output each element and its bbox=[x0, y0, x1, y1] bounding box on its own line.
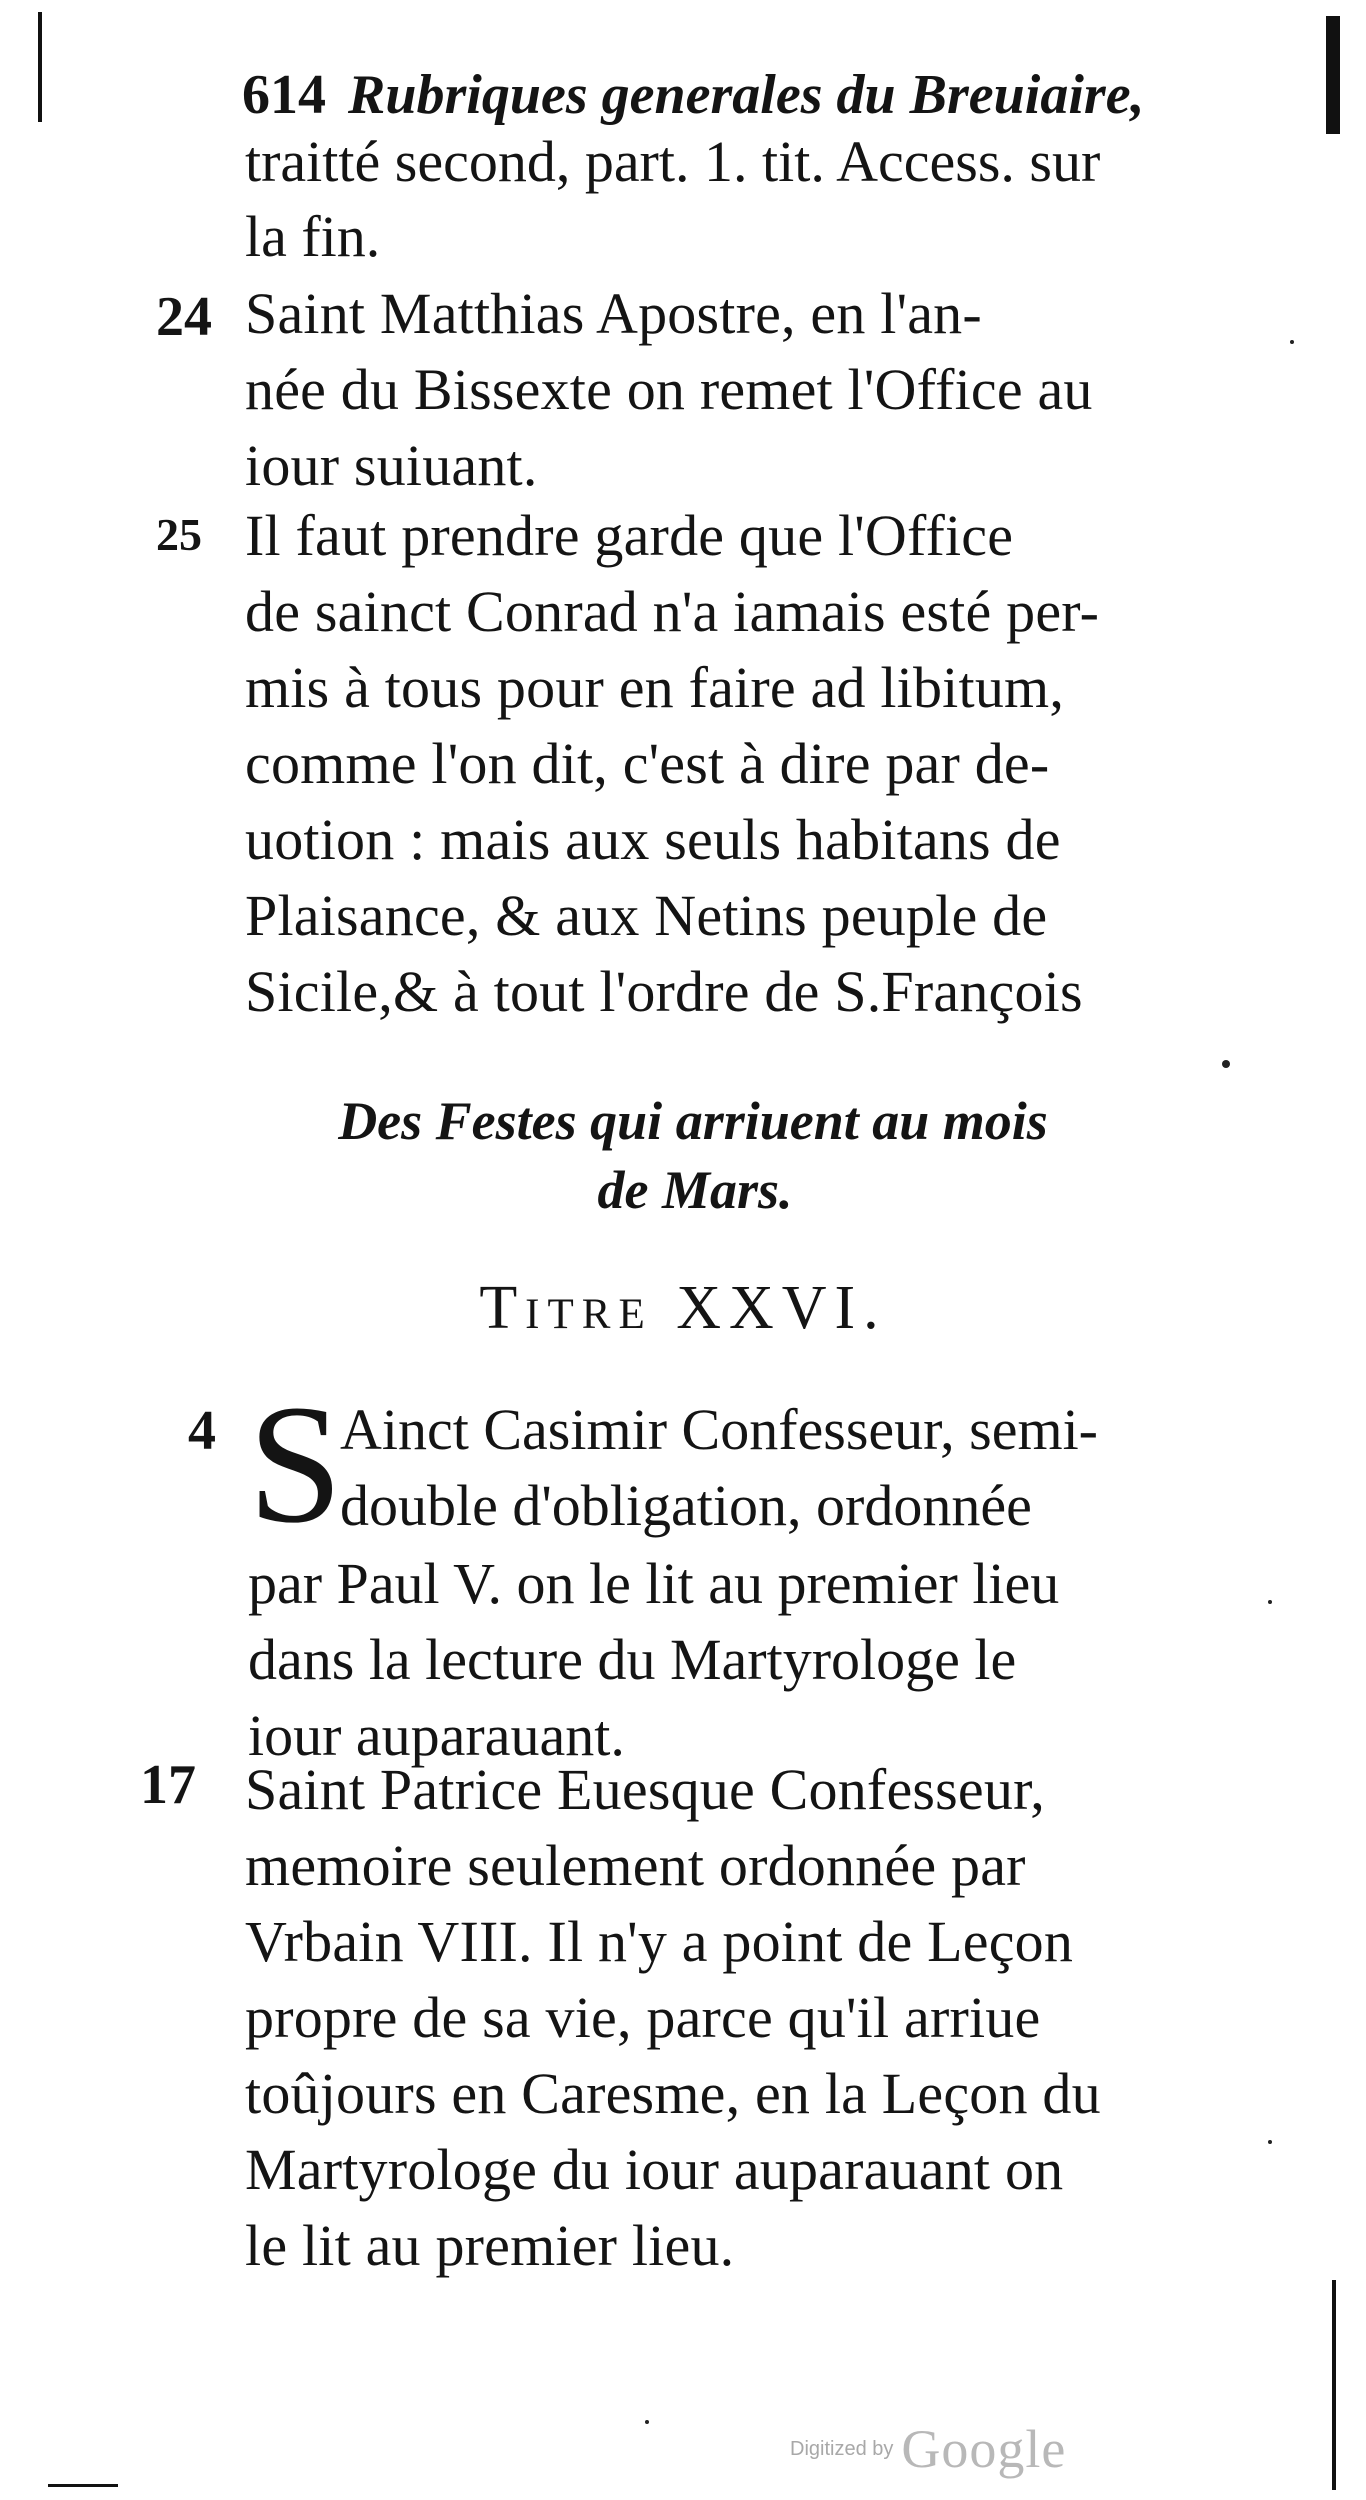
page-edge-line bbox=[1332, 2280, 1336, 2490]
entry-date: 24 bbox=[156, 286, 212, 348]
ink-speck bbox=[1268, 2140, 1272, 2144]
page-edge-line bbox=[38, 12, 42, 122]
running-header bbox=[242, 58, 1242, 132]
header-title: Rubriques generales du Breuiaire, bbox=[348, 64, 1145, 126]
page-number: 614 bbox=[242, 64, 326, 126]
page-edge-line bbox=[1326, 16, 1340, 134]
page-edge-line bbox=[48, 2484, 118, 2487]
digitized-watermark bbox=[790, 2418, 1090, 2480]
entry-date: 17 bbox=[140, 1754, 196, 1816]
ink-speck bbox=[1222, 1060, 1230, 1068]
entry-text: Ainct Casimir Confesseur, semi- double d'obligation, ordonnée bbox=[340, 1397, 1098, 1538]
header-continuation-text: traitté second, part. 1. tit. Access. sur la fin. bbox=[245, 129, 1101, 269]
drop-cap: S bbox=[248, 1370, 343, 1558]
watermark-prefix: Digitized by bbox=[790, 2437, 894, 2460]
section-heading: de Mars. bbox=[597, 1160, 793, 1220]
ink-speck bbox=[1290, 340, 1294, 344]
entry-text: par Paul V. on le lit au premier lieu dans la lecture du Martyrologe le iour auparauant. bbox=[248, 1551, 1060, 1768]
section-heading: Des Festes qui arriuent au mois bbox=[338, 1091, 1048, 1151]
ink-speck bbox=[645, 2420, 649, 2424]
entry-text: Saint Matthias Apostre, en l'an- née du Bissexte on remet l'Office au iour suiuant. bbox=[245, 281, 1093, 498]
google-logo: Google bbox=[901, 2419, 1067, 2479]
entry-date: 4 bbox=[188, 1400, 216, 1462]
entry-text: Saint Patrice Euesque Confesseur, memoire seulement ordonnée par Vrbain VIII. Il n'y a point de Leçon propre de sa vie, parce qu'il arriue toûjours en Caresme, en la Leçon du Martyrologe du iour auparauant on le lit au premier lieu. bbox=[245, 1757, 1101, 2278]
entry-date: 25 bbox=[156, 509, 202, 560]
chapter-title: Titre XXVI. bbox=[479, 1274, 887, 1342]
entry-text: Il faut prendre garde que l'Office de sainct Conrad n'a iamais esté per- mis à tous pour en faire ad libitum, comme l'on dit, c'est à dire par de- uotion : mais aux seuls habitans de Plaisance, & aux Netins peuple de Sicile,& à tout l'ordre de S.François bbox=[245, 503, 1100, 1024]
ink-speck bbox=[1268, 1600, 1272, 1604]
